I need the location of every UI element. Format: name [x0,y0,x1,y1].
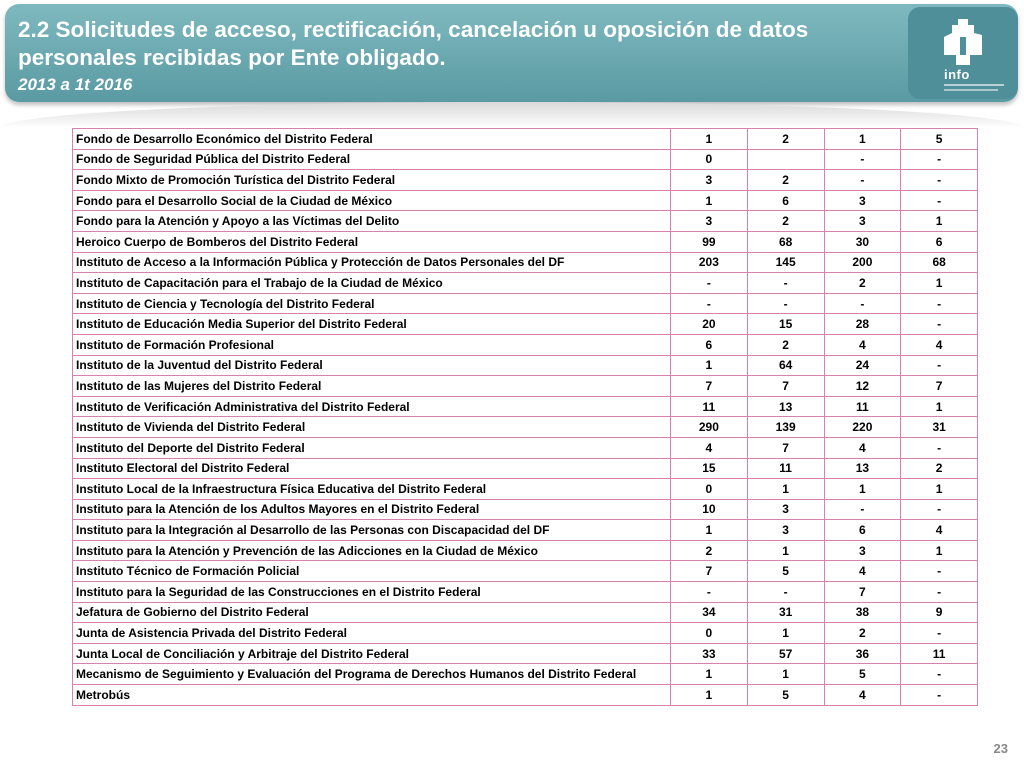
value-cell: 200 [824,252,901,273]
value-cell: 30 [824,231,901,252]
value-cell: 0 [671,149,748,170]
table-row [73,417,978,438]
value-cell: 68 [747,231,824,252]
value-cell: - [901,561,978,582]
entity-name-cell: Instituto de Capacitación para el Trabajo de la Ciudad de México [73,273,671,294]
value-cell: 3 [747,520,824,541]
value-cell: 6 [824,520,901,541]
table-row [73,561,978,582]
value-cell: - [901,355,978,376]
table-row [73,334,978,355]
value-cell: 4 [824,437,901,458]
value-cell: 139 [747,417,824,438]
entity-name-cell: Jefatura de Gobierno del Distrito Federal [73,602,671,623]
table-row [73,355,978,376]
table-row [73,602,978,623]
value-cell: - [901,190,978,211]
table-row [73,664,978,685]
city-emblem-icon [938,15,988,69]
entity-name-cell: Instituto de Ciencia y Tecnología del Distrito Federal [73,293,671,314]
value-cell: - [824,499,901,520]
value-cell: 0 [671,479,748,500]
value-cell: 1 [901,273,978,294]
value-cell: 203 [671,252,748,273]
value-cell: 0 [671,623,748,644]
table-row [73,540,978,561]
value-cell: 2 [824,623,901,644]
value-cell: 3 [671,170,748,191]
table-row [73,170,978,191]
value-cell: 1 [901,211,978,232]
page-number: 23 [993,741,1008,756]
entity-name-cell: Instituto Electoral del Distrito Federal [73,458,671,479]
value-cell: 12 [824,376,901,397]
value-cell: 7 [824,582,901,603]
value-cell: 15 [671,458,748,479]
value-cell: 6 [901,231,978,252]
value-cell: 1 [747,664,824,685]
table-row [73,211,978,232]
value-cell: 28 [824,314,901,335]
table-row [73,643,978,664]
table-row [73,623,978,644]
table-row [73,499,978,520]
value-cell: 13 [747,396,824,417]
value-cell: - [901,314,978,335]
value-cell: - [901,582,978,603]
entity-name-cell: Instituto Local de la Infraestructura Física Educativa del Distrito Federal [73,479,671,500]
table-row [73,293,978,314]
value-cell: 145 [747,252,824,273]
entity-name-cell: Metrobús [73,685,671,706]
entity-name-cell: Instituto de la Juventud del Distrito Federal [73,355,671,376]
table-row [73,190,978,211]
entity-name-cell: Fondo para la Atención y Apoyo a las Víctimas del Delito [73,211,671,232]
value-cell: 5 [747,685,824,706]
value-cell: 2 [747,211,824,232]
value-cell: 3 [671,211,748,232]
value-cell: 7 [747,376,824,397]
value-cell: - [901,664,978,685]
value-cell: 3 [747,499,824,520]
value-cell: 2 [824,273,901,294]
entity-name-cell: Instituto del Deporte del Distrito Federal [73,437,671,458]
value-cell: 1 [824,479,901,500]
value-cell: 3 [824,211,901,232]
value-cell: 2 [901,458,978,479]
value-cell: 1 [671,129,748,150]
table-row [73,273,978,294]
value-cell: 57 [747,643,824,664]
value-cell: - [901,149,978,170]
entity-name-cell: Instituto para la Atención y Prevención de las Adicciones en la Ciudad de México [73,540,671,561]
table-row [73,231,978,252]
entity-name-cell: Fondo de Desarrollo Económico del Distrito Federal [73,129,671,150]
value-cell: 4 [901,334,978,355]
value-cell: 4 [824,685,901,706]
value-cell: 2 [747,129,824,150]
value-cell: 3 [824,540,901,561]
slide-header [5,4,1018,102]
value-cell: 64 [747,355,824,376]
value-cell: 6 [747,190,824,211]
value-cell: 38 [824,602,901,623]
value-cell: 4 [824,334,901,355]
value-cell: - [901,437,978,458]
value-cell: 5 [901,129,978,150]
value-cell: 4 [671,437,748,458]
value-cell: 1 [824,129,901,150]
entity-name-cell: Instituto de Educación Media Superior del Distrito Federal [73,314,671,335]
table-row [73,520,978,541]
logo-text: info [944,67,970,82]
entity-name-cell: Instituto de Acceso a la Información Pública y Protección de Datos Personales del DF [73,252,671,273]
value-cell: - [747,582,824,603]
table-row [73,376,978,397]
entity-name-cell: Fondo de Seguridad Pública del Distrito Federal [73,149,671,170]
value-cell: - [824,293,901,314]
table-row [73,479,978,500]
value-cell: 20 [671,314,748,335]
value-cell: 13 [824,458,901,479]
value-cell: 11 [747,458,824,479]
entity-name-cell: Heroico Cuerpo de Bomberos del Distrito Federal [73,231,671,252]
entity-name-cell: Instituto para la Integración al Desarrollo de las Personas con Discapacidad del DF [73,520,671,541]
value-cell: - [671,273,748,294]
slide-subtitle: 2013 a 1t 2016 [18,75,133,94]
value-cell: 1 [671,520,748,541]
value-cell: - [901,685,978,706]
info-logo [908,7,1018,99]
value-cell: 1 [671,685,748,706]
value-cell: 68 [901,252,978,273]
table-body [73,129,978,706]
value-cell: 220 [824,417,901,438]
value-cell: 11 [671,396,748,417]
value-cell: 7 [671,561,748,582]
table-row [73,437,978,458]
value-cell: - [901,170,978,191]
value-cell: 7 [747,437,824,458]
value-cell: 1 [747,479,824,500]
value-cell: 290 [671,417,748,438]
value-cell: 4 [901,520,978,541]
value-cell: 99 [671,231,748,252]
value-cell: 5 [747,561,824,582]
value-cell: 1 [747,623,824,644]
slide-title: 2.2 Solicitudes de acceso, rectificación, cancelación u oposición de datos personales recibidas por Ente obligado. [18,17,809,70]
table-row [73,129,978,150]
value-cell: - [671,582,748,603]
entity-name-cell: Instituto para la Atención de los Adultos Mayores en el Distrito Federal [73,499,671,520]
requests-table [72,128,978,706]
value-cell: 2 [747,334,824,355]
entity-name-cell: Instituto para la Seguridad de las Construcciones en el Distrito Federal [73,582,671,603]
value-cell: - [824,149,901,170]
entity-name-cell: Instituto Técnico de Formación Policial [73,561,671,582]
value-cell: 11 [824,396,901,417]
value-cell: 36 [824,643,901,664]
entity-name-cell: Junta de Asistencia Privada del Distrito Federal [73,623,671,644]
value-cell: - [671,293,748,314]
value-cell: - [901,623,978,644]
table-row [73,685,978,706]
value-cell: 9 [901,602,978,623]
table-row [73,314,978,335]
value-cell: - [901,499,978,520]
value-cell: 31 [901,417,978,438]
table-row [73,252,978,273]
value-cell: 1 [747,540,824,561]
value-cell: 1 [901,479,978,500]
value-cell: 7 [671,376,748,397]
value-cell: 11 [901,643,978,664]
value-cell: 1 [671,190,748,211]
entity-name-cell: Instituto de Vivienda del Distrito Federal [73,417,671,438]
value-cell: 10 [671,499,748,520]
value-cell: 1 [671,664,748,685]
entity-name-cell: Instituto de las Mujeres del Distrito Federal [73,376,671,397]
value-cell: 2 [747,170,824,191]
table-row [73,458,978,479]
entity-name-cell: Fondo para el Desarrollo Social de la Ciudad de México [73,190,671,211]
value-cell: - [747,273,824,294]
entity-name-cell: Instituto de Verificación Administrativa del Distrito Federal [73,396,671,417]
value-cell: 7 [901,376,978,397]
value-cell: 1 [901,540,978,561]
entity-name-cell: Fondo Mixto de Promoción Turística del Distrito Federal [73,170,671,191]
value-cell: 4 [824,561,901,582]
value-cell: 33 [671,643,748,664]
value-cell [747,149,824,170]
value-cell: 31 [747,602,824,623]
value-cell: - [824,170,901,191]
value-cell: 24 [824,355,901,376]
table-row [73,396,978,417]
value-cell: 1 [671,355,748,376]
value-cell: 3 [824,190,901,211]
value-cell: 1 [901,396,978,417]
value-cell: 15 [747,314,824,335]
value-cell: - [901,293,978,314]
table-row [73,582,978,603]
table-row [73,149,978,170]
value-cell: 6 [671,334,748,355]
value-cell: - [747,293,824,314]
entity-name-cell: Junta Local de Conciliación y Arbitraje del Distrito Federal [73,643,671,664]
entity-name-cell: Mecanismo de Seguimiento y Evaluación del Programa de Derechos Humanos del Distrito Federal [73,664,671,685]
value-cell: 34 [671,602,748,623]
header-shadow [0,102,1024,128]
entity-name-cell: Instituto de Formación Profesional [73,334,671,355]
value-cell: 2 [671,540,748,561]
value-cell: 5 [824,664,901,685]
